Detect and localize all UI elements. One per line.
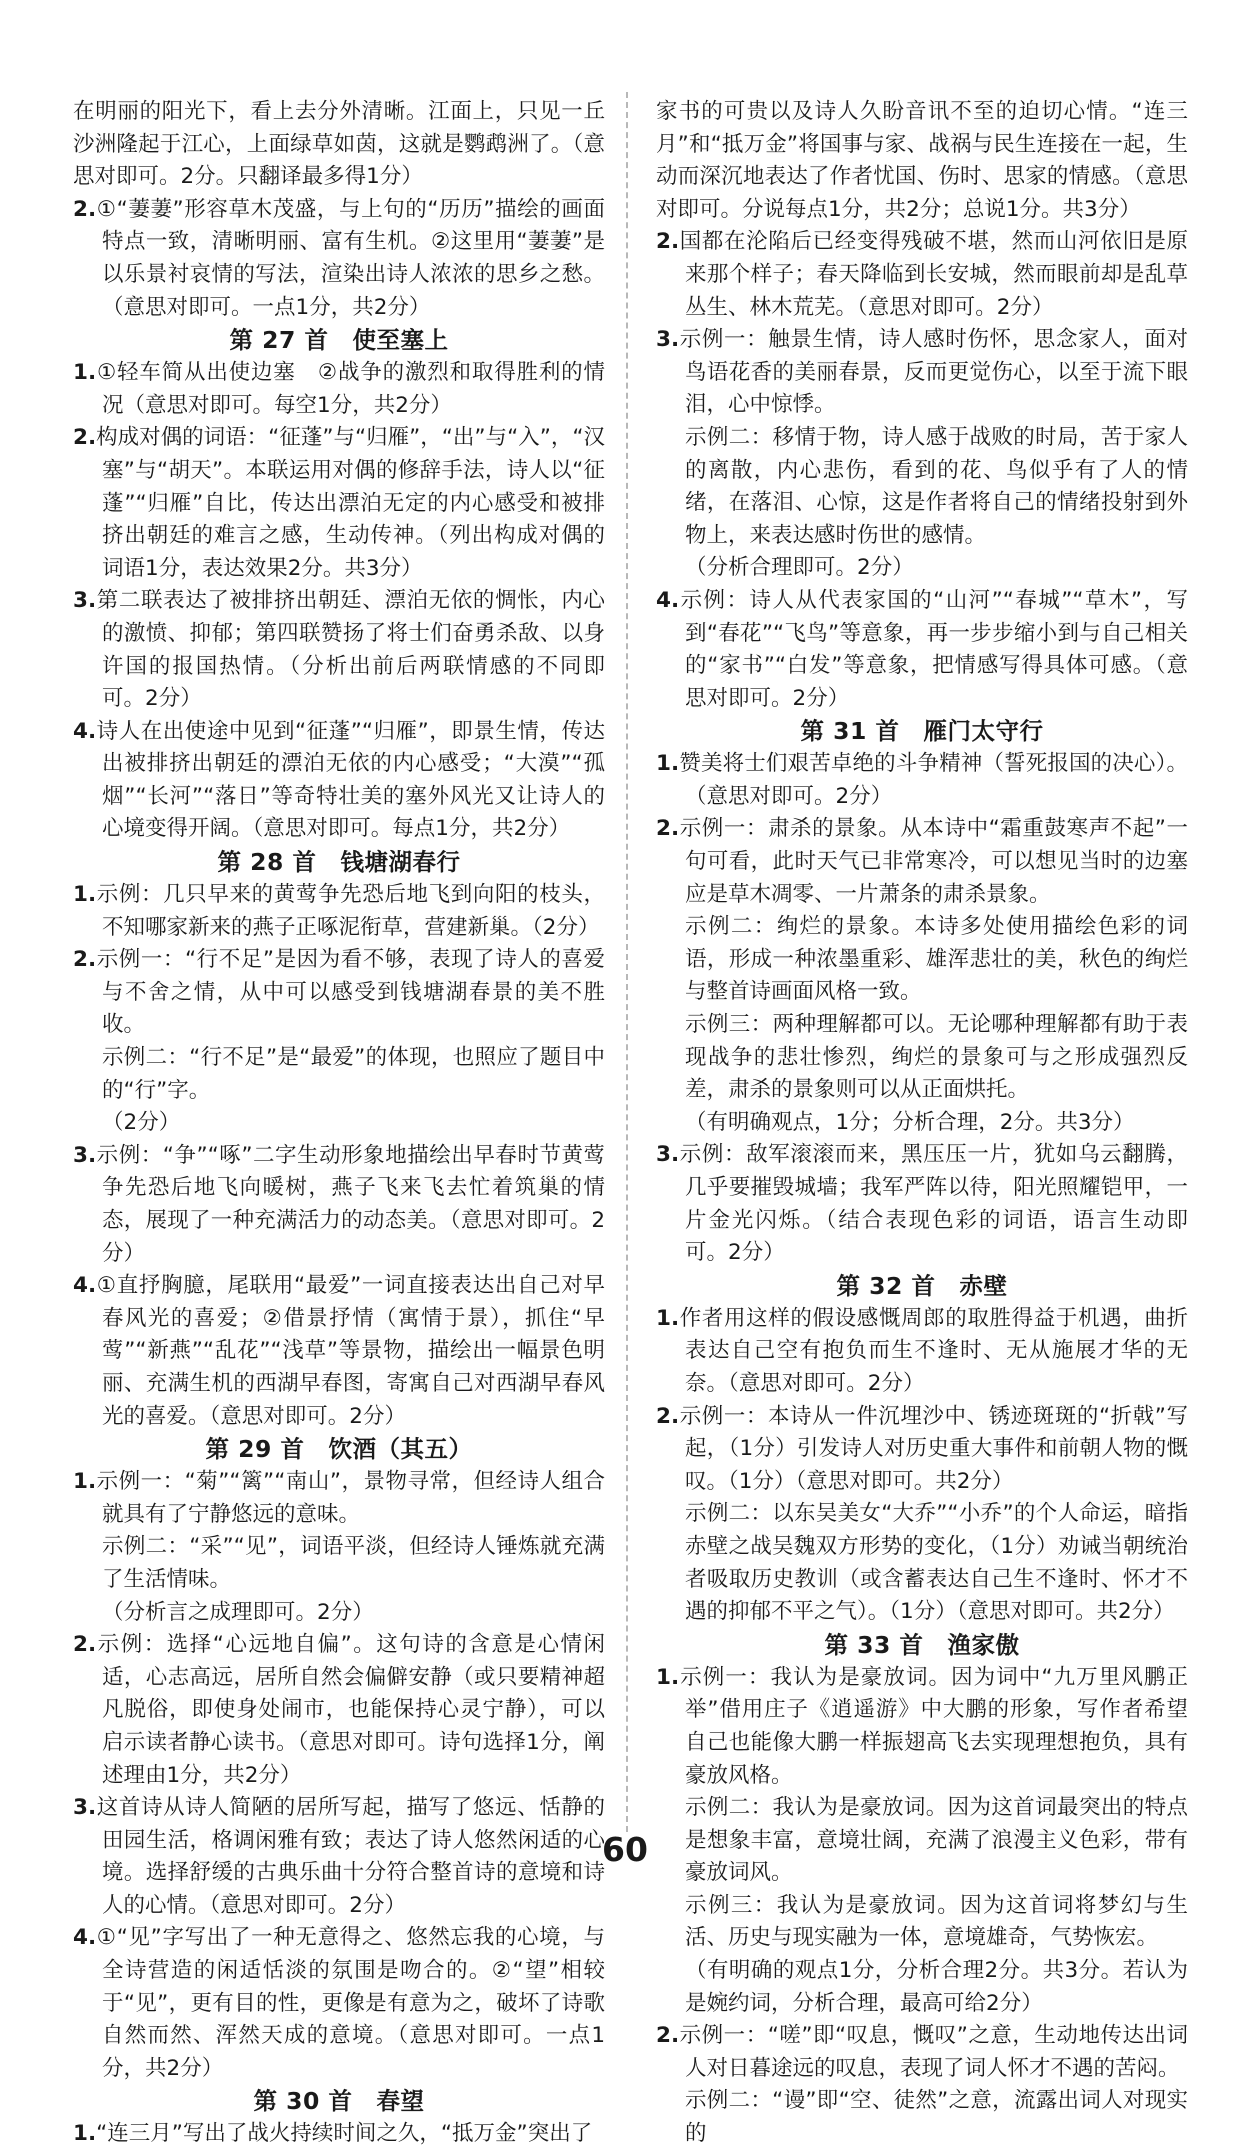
item-number: 3. [656,1142,680,1168]
item-number: 3. [73,1142,97,1168]
answer-item [73,1922,605,2085]
item-number: 4. [73,718,97,744]
item-continuation: 示例二：绚烂的景象。本诗多处使用描绘色彩的词语，形成一种浓墨重彩、雄浑悲壮的美，秋色的绚烂与整首诗画面风格一致。 [685,914,1188,1005]
answer-item [656,2020,1188,2085]
item-text: ①直抒胸臆，尾联用“最爱”一词直接表达出自己对早春风光的喜爱；②借景抒情（寓情于景），抓住“早莺”“新燕”“乱花”“浅草”等景物，描绘出一幅景色明丽、充满生机的西湖早春图，寄寓自己对西湖早春风光的喜爱。（意思对即可。2分） [96,1273,605,1429]
answer-item [656,813,1188,911]
section-title: 第 28 首 钱塘湖春行 [217,848,461,877]
item-number: 4. [656,587,680,613]
item-text: 示例一：“菊”“篱”“南山”，景物寻常，但经诗人组合就具有了宁静悠远的意味。 [96,1469,605,1527]
answer-item [73,879,605,944]
answer-item [656,324,1188,422]
item-number: 3. [73,588,97,614]
item-text: 诗人在出使途中见到“征蓬”“归雁”，即景生情，传达出被排挤出朝廷的漂泊无依的内心感受；“大漠”“孤烟”“长河”“落日”等奇特壮美的塞外风光又让诗人的心境变得开阔。（意思对即可。每点1分，共2分） [96,718,605,842]
item-number: 1. [656,751,680,777]
answer-item [656,748,1188,813]
item-continuation: 示例二：“谩”即“空、徒然”之意，流露出词人对现实的 [685,2088,1188,2147]
item-text: 作者用这样的假设感慨周郎的取胜得益于机遇，曲折表达自己空有抱负而生不逢时、无从施展才华的无奈。（意思对即可。2分） [679,1305,1188,1396]
page-number: 60 [602,1830,648,1869]
paragraph: 家书的可贵以及诗人久盼音讯不至的迫切心情。“连三月”和“抵万金”将国事与家、战祸与民生连接在一起，生动而深沉地表达了作者忧国、伤时、思家的情感。（意思对即可。分说每点1分，共2分；总说1分。共3分） [656,99,1188,222]
item-number: 1. [73,1469,97,1495]
answer-item [73,1140,605,1270]
item-continuation: 示例二：我认为是豪放词。因为这首词最突出的特点是想象丰富，意境壮阔，充满了浪漫主义色彩，带有豪放词风。 [685,1795,1188,1886]
section-title: 第 31 首 雁门太守行 [800,717,1044,746]
section-title: 第 27 首 使至塞上 [229,326,449,355]
item-continuation: （有明确的观点1分，分析合理2分。共3分。若认为是婉约词，分析合理，最高可给2分） [685,1958,1188,2016]
item-text: 示例：几只早来的黄莺争先恐后地飞到向阳的枝头，不知哪家新来的燕子正啄泥衔草，营建新巢。（2分） [96,882,605,940]
section-title: 第 32 首 赤壁 [836,1271,1008,1300]
item-continuation: 示例二：“行不足”是“最爱”的体现，也照应了题目中的“行”字。 [102,1045,605,1103]
item-text: 这首诗从诗人简陋的居所写起，描写了悠远、恬静的田园生活，格调闲雅有致；表达了诗人悠然闲适的心境。选择舒缓的古典乐曲十分符合整首诗的意境和诗人的心情。（意思对即可。2分） [96,1795,605,1918]
item-number: 2. [73,425,97,451]
item-continuation: 示例二：以东吴美女“大乔”“小乔”的个人命运，暗指赤壁之战吴魏双方形势的变化，（1分）劝诫当朝统治者吸取历史教训（或含蓄表达自己生不逢时、怀才不遇的抑郁不平之气）。（1分）（意思对即可。共2分） [685,1501,1188,1625]
item-text: ①“见”字写出了一种无意得之、悠然忘我的心境，与全诗营造的闲适恬淡的氛围是吻合的。②“望”相较于“见”，更有目的性，更像是有意为之，破坏了诗歌自然而然、浑然天成的意境。（意思对即可。一点1分，共2分） [96,1925,605,2081]
section-title: 第 33 首 渔家傲 [824,1630,1020,1659]
answer-item [656,585,1188,715]
paragraph: 在明丽的阳光下，看上去分外清晰。江面上，只见一丘沙洲隆起于江心，上面绿草如茵，这就是鹦鹉洲了。（意思对即可。2分。只翻译最多得1分） [73,99,605,190]
item-text: 国都在沦陷后已经变得残破不堪，然而山河依旧是原来那个样子；春天降临到长安城，然而眼前却是乱草丛生、林木荒芜。（意思对即可。2分） [679,229,1188,320]
item-text: 示例：选择“心远地自偏”。这句诗的含意是心情闲适，心志高远，居所自然会偏僻安静（或只要精神超凡脱俗，即使身处闹市，也能保持心灵宁静），可以启示读者静心读书。（意思对即可。诗句选择1分，阐述理由1分，共2分） [96,1632,605,1788]
item-text: 构成对偶的词语：“征蓬”与“归雁”，“出”与“入”，“汉塞”与“胡天”。本联运用对偶的修辞手法，诗人以“征蓬”“归雁”自比，传达出漂泊无定的内心感受和被排挤出朝廷的难言之感，生动传神。（列出构成对偶的词语1分，表达效果2分。共3分） [96,425,605,581]
item-number: 1. [73,2121,97,2147]
item-number: 2. [73,196,97,222]
answer-item [73,2118,605,2151]
item-number: 1. [656,1305,680,1331]
item-number: 4. [73,1273,97,1299]
item-text: 赞美将士们艰苦卓绝的斗争精神（誓死报国的决心）。（意思对即可。2分） [679,751,1188,809]
item-text: 示例一：触景生情，诗人感时伤怀，思念家人，面对鸟语花香的美丽春景，反而更觉伤心，以至于流下眼泪，心中惊悸。 [679,327,1188,418]
item-continuation: （2分） [102,1110,181,1136]
answer-item [73,194,605,324]
item-text: ①轻车简从出使边塞 ②战争的激烈和取得胜利的情况（意思对即可。每空1分，共2分） [96,360,605,418]
item-text: 示例：“争”“啄”二字生动形象地描绘出早春时节黄莺争先恐后地飞向暖树，燕子飞来飞去忙着筑巢的情态，展现了一种充满活力的动态美。（意思对即可。2分） [96,1142,605,1266]
answer-item [656,226,1188,324]
item-text: “连三月”写出了战火持续时间之久，“抵万金”突出了 [96,2121,593,2147]
item-continuation: 示例三：两种理解都可以。无论哪种理解都有助于表现战争的悲壮惨烈，绚烂的景象可与之形成强烈反差，肃杀的景象则可以从正面烘托。 [685,1012,1188,1103]
answer-item [73,1270,605,1433]
item-continuation: （有明确观点，1分；分析合理，2分。共3分） [685,1109,1135,1135]
item-continuation: 示例二：移情于物，诗人感于战败的时局，苦于家人的离散，内心悲伤，看到的花、鸟似乎有了人的情绪，在落泪、心惊，这是作者将自己的情绪投射到外物上，来表达感时伤世的感情。 [685,424,1188,548]
item-text: 示例一：“行不足”是因为看不够，表现了诗人的喜爱与不舍之情，从中可以感受到钱塘湖春景的美不胜收。 [96,947,605,1038]
item-continuation: （分析言之成理即可。2分） [102,1599,374,1625]
item-text: 示例：敌军滚滚而来，黑压压一片，犹如乌云翻腾，几乎要摧毁城墙；我军严阵以待，阳光照耀铠甲，一片金光闪烁。（结合表现色彩的词语，语言生动即可。2分） [679,1142,1188,1266]
item-number: 3. [73,1795,97,1821]
item-continuation: 示例三：我认为是豪放词。因为这首词将梦幻与生活、历史与现实融为一体，意境雄奇，气势恢宏。 [685,1892,1188,1951]
item-number: 2. [73,1632,97,1658]
item-text: 示例：诗人从代表家国的“山河”“春城”“草木”，写到“春花”“飞鸟”等意象，再一步步缩小到与自己相关的“家书”“白发”等意象，把情感写得具体可感。（意思对即可。2分） [679,587,1188,711]
item-continuation: （分析合理即可。2分） [685,555,914,581]
item-text: 第二联表达了被排挤出朝廷、漂泊无依的惆怅，内心的激愤、抑郁；第四联赞扬了将士们奋勇杀敌、以身许国的报国热情。（分析出前后两联情感的不同即可。2分） [96,588,605,712]
answer-item [73,1629,605,1792]
answer-item [656,1662,1188,1792]
item-number: 2. [656,2023,680,2049]
item-text: 示例一：本诗从一件沉埋沙中、锈迹斑斑的“折戟”写起，（1分）引发诗人对历史重大事件和前朝人物的慨叹。（1分）（意思对即可。共2分） [679,1403,1188,1494]
item-number: 2. [73,947,97,973]
item-continuation: 示例二：“采”“见”，词语平淡，但经诗人锤炼就充满了生活情味。 [102,1534,605,1592]
item-number: 3. [656,327,680,353]
section-title: 第 29 首 饮酒（其五） [205,1435,473,1464]
item-number: 2. [656,816,680,842]
item-number: 1. [656,1664,680,1690]
item-number: 4. [73,1925,97,1951]
item-text: 示例一：我认为是豪放词。因为词中“九万里风鹏正举”借用庄子《逍遥游》中大鹏的形象，写作者希望自己也能像大鹏一样振翅高飞去实现理想抱负，具有豪放风格。 [679,1664,1188,1788]
answer-item [73,585,605,715]
item-text: 示例一：“嗟”即“叹息，慨叹”之意，生动地传达出词人对日暮途远的叹息，表现了词人怀才不遇的苦闷。 [679,2023,1188,2081]
answer-item [73,357,605,422]
answer-item [73,1466,605,1531]
section-title: 第 30 首 春望 [253,2087,425,2116]
item-number: 2. [656,1403,680,1429]
answer-item [656,1303,1188,1401]
item-text: 示例一：肃杀的景象。从本诗中“霜重鼓寒声不起”一句可看，此时天气已非常寒冷，可以想见当时的边塞应是草木凋零、一片萧条的肃杀景象。 [679,816,1188,907]
answer-item [73,716,605,846]
item-text: ①“萋萋”形容草木茂盛，与上句的“历历”描绘的画面特点一致，清晰明丽、富有生机。②这里用“萋萋”是以乐景衬哀情的写法，渲染出诗人浓浓的思乡之愁。（意思对即可。一点1分，共2分） [96,196,605,320]
answer-item [656,1401,1188,1499]
answer-item [73,422,605,585]
answer-item [656,1139,1188,1269]
item-number: 2. [656,229,680,255]
column-divider [626,92,628,1832]
answer-item [73,944,605,1042]
item-number: 1. [73,360,97,386]
item-number: 1. [73,882,97,908]
